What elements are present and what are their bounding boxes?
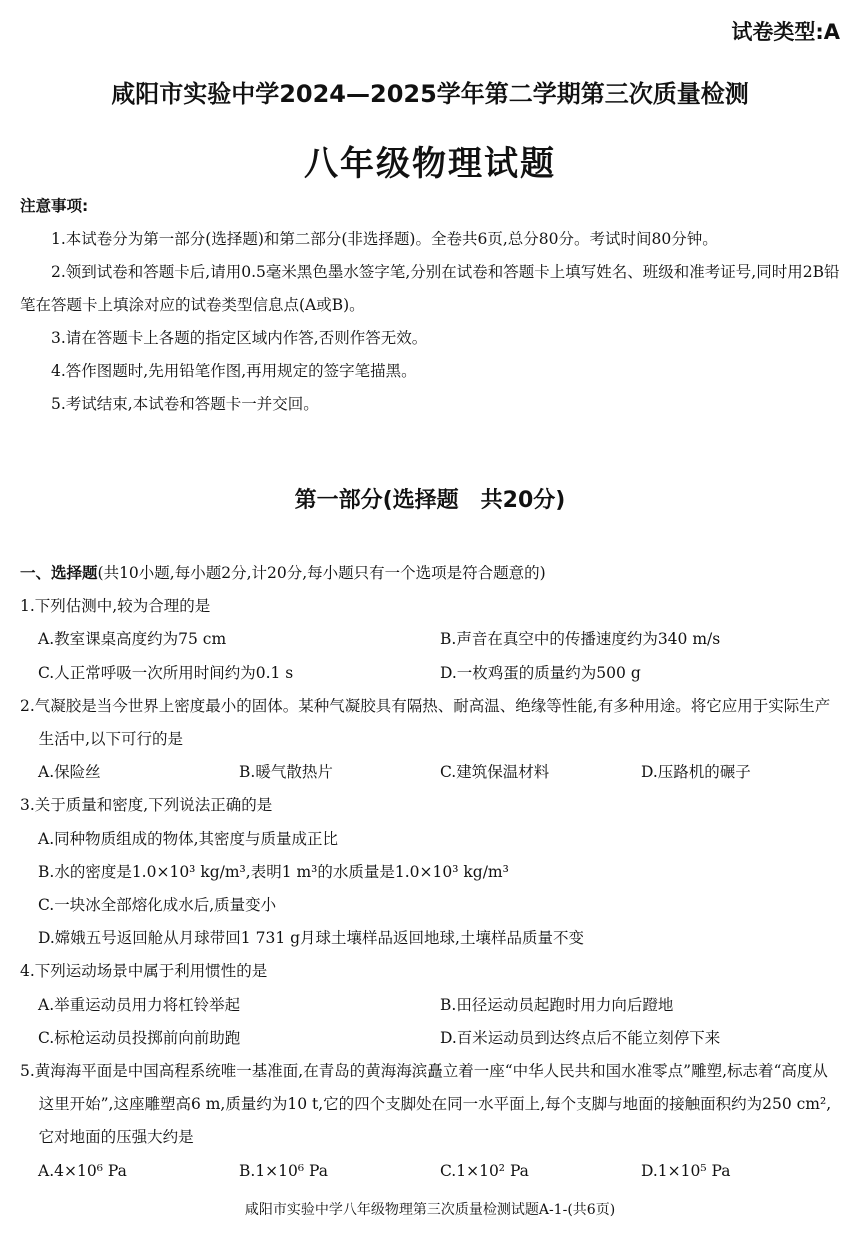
option-a: A.举重运动员用力将杠铃举起: [38, 995, 241, 1014]
option-c: C.1×10² Pa: [440, 1161, 529, 1180]
question-options: [20, 989, 842, 1055]
question-options: [20, 623, 842, 689]
option-d: D.压路机的碾子: [641, 763, 751, 782]
question-3: [20, 789, 842, 955]
option-b: B.水的密度是1.0×10³ kg/m³,表明1 m³的水质量是1.0×10³ kg/m³: [38, 862, 509, 881]
question-stem: 5.黄海海平面是中国高程系统唯一基准面,在青岛的黄海海滨矗立着一座“中华人民共和国水准零点”雕塑,标志着“高度从这里开始”,这座雕塑高6 m,质量约为10 t,它的四个支脚处在同一水平面上,每个支脚与地面的接触面积约为250 cm²,它对地面的压强大约是: [20, 1062, 832, 1147]
section-label: 一、选择题: [20, 564, 98, 582]
notes-section: [20, 190, 842, 421]
question-stem: 1.下列估测中,较为合理的是: [20, 597, 211, 616]
question-options: [20, 756, 842, 789]
question-options: [20, 1155, 842, 1188]
option-d: D.1×10⁵ Pa: [641, 1161, 731, 1180]
question-stem: 4.下列运动场景中属于利用惯性的是: [20, 962, 268, 981]
option-b: B.1×10⁶ Pa: [239, 1161, 329, 1180]
option-c: C.一块冰全部熔化成水后,质量变小: [38, 896, 277, 915]
question-stem: 3.关于质量和密度,下列说法正确的是: [20, 796, 273, 815]
question-2: [20, 690, 842, 790]
note-item: 2.领到试卷和答题卡后,请用0.5毫米黑色墨水签字笔,分别在试卷和答题卡上填写姓名、班级和准考证号,同时用2B铅笔在答题卡上填涂对应的试卷类型信息点(A或B)。: [20, 263, 840, 314]
option-b: B.田径运动员起跑时用力向后蹬地: [440, 995, 674, 1014]
question-5: [20, 1055, 842, 1188]
option-a: A.4×10⁶ Pa: [38, 1161, 127, 1180]
option-d: D.百米运动员到达终点后不能立刻停下来: [440, 1028, 721, 1047]
question-1: [20, 590, 842, 690]
part-one-title: 第一部分(选择题 共20分): [294, 488, 566, 513]
exam-title: 咸阳市实验中学2024—2025学年第二学期第三次质量检测: [111, 80, 749, 108]
option-d: D.一枚鸡蛋的质量约为500 g: [440, 663, 641, 682]
notes-heading: 注意事项:: [20, 197, 89, 215]
option-c: C.人正常呼吸一次所用时间约为0.1 s: [38, 663, 294, 682]
option-c: C.建筑保温材料: [440, 763, 550, 782]
questions-list: [20, 557, 842, 1188]
question-4: [20, 955, 842, 1055]
section-description: (共10小题,每小题2分,计20分,每小题只有一个选项是符合题意的): [97, 564, 546, 582]
paper-type-label: 试卷类型:A: [731, 20, 840, 44]
option-b: B.暖气散热片: [239, 763, 333, 782]
note-item: 3.请在答题卡上各题的指定区域内作答,否则作答无效。: [51, 329, 428, 347]
option-a: A.同种物质组成的物体,其密度与质量成正比: [38, 829, 339, 848]
question-stem: 2.气凝胶是当今世界上密度最小的固体。某种气凝胶具有隔热、耐高温、绝缘等性能,有多种用途。将它应用于实际生产生活中,以下可行的是: [20, 696, 831, 749]
option-c: C.标枪运动员投掷前向前助跑: [38, 1028, 241, 1047]
option-d: D.嫦娥五号返回舱从月球带回1 731 g月球土壤样品返回地球,土壤样品质量不变: [38, 929, 584, 948]
page-footer: 咸阳市实验中学八年级物理第三次质量检测试题A-1-(共6页): [244, 1202, 616, 1218]
note-item: 5.考试结束,本试卷和答题卡一并交回。: [51, 395, 319, 413]
subject-title: 八年级物理试题: [304, 144, 556, 184]
question-options: [20, 823, 842, 956]
option-b: B.声音在真空中的传播速度约为340 m/s: [440, 630, 721, 649]
note-item: 4.答作图题时,先用铅笔作图,再用规定的签字笔描黑。: [51, 362, 417, 380]
option-a: A.保险丝: [38, 763, 101, 782]
note-item: 1.本试卷分为第一部分(选择题)和第二部分(非选择题)。全卷共6页,总分80分。考试时间80分钟。: [51, 230, 718, 248]
option-a: A.教室课桌高度约为75 cm: [38, 630, 227, 649]
section-heading: [20, 557, 842, 590]
